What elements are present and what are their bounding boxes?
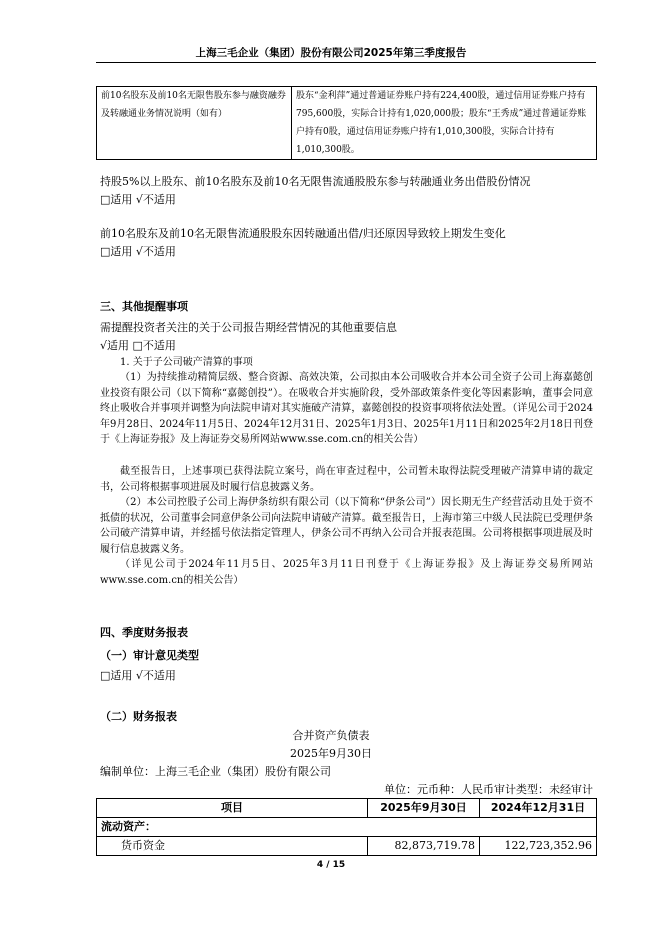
header-divider: [96, 62, 596, 63]
section3-heading: 三、其他提醒事项: [100, 300, 188, 313]
section3-intro: 需提醒投资者关注的关于公司报告期经营情况的其他重要信息: [100, 321, 397, 334]
row-prior-value: 122,723,352.96: [480, 837, 597, 856]
section3-options: √适用 □不适用: [100, 339, 176, 352]
row-current-value: 82,873,719.78: [368, 837, 480, 856]
audit-opinion-options: □适用 √不适用: [100, 669, 176, 682]
page-number: 4 / 15: [316, 860, 346, 870]
change-section-title: 前10名股东及前10名无限售流通股股东因转融通出借/归还原因导致较上期发生变化: [100, 227, 506, 240]
balance-sheet-table: [96, 798, 597, 856]
column-header-current: 2025年9月30日: [368, 799, 480, 818]
table-row: [97, 837, 597, 856]
lending-section-title: 持股5%以上股东、前10名股东及前10名无限售流通股股东参与转融通业务出借股份情况: [100, 175, 531, 188]
table-header-row: [97, 799, 597, 818]
table-row: [97, 87, 597, 160]
column-header-prior: 2024年12月31日: [480, 799, 597, 818]
unit-line: 单位：元币种：人民币审计类型：未经审计: [384, 783, 593, 796]
section4-heading: 四、季度财务报表: [100, 626, 188, 639]
table-cell-label: 前10名股东及前10名无限售股东参与融资融券及转融通业务情况说明（如有）: [97, 87, 292, 160]
table-section-row: [97, 818, 597, 837]
lending-section-options: □适用 √不适用: [100, 193, 176, 206]
change-section-options: □适用 √不适用: [100, 245, 176, 258]
audit-opinion-heading: （一）审计意见类型: [100, 649, 199, 662]
section3-para4: （详见公司于2024年11月5日、2025年3月11日刊登于《上海证券报》及上海证券交易所网站www.sse.com.cn的相关公告）: [100, 559, 593, 586]
current-assets-label: 流动资产：: [97, 818, 597, 837]
report-title: 合并资产负债表: [292, 729, 370, 742]
section3-para1: （1）为持续推动精简层级、整合资源、高效决策，公司拟由本公司吸收合并本公司全资子公司上海嘉懿创业投资有限公司（以下简称“嘉懿创投”）。在吸收合并实施阶段，受外部政策条件变化等因素影响，董事会同意终止吸收合并事项并调整为向法院申请对其实施破产清算，嘉懿创投的投资事项将依法处置。（详见公司于2024年9月28日、2024年11月5日、2024年12月31日、2025年1月3日、2025年1月11日和2025年2月18日刊登于《上海证券报》及上海证券交易所网站www.sse.com.cn的相关公告）: [100, 372, 593, 445]
financial-statements-heading: （二）财务报表: [100, 710, 177, 723]
section3-item1-title: 1. 关于子公司破产清算的事项: [120, 357, 253, 368]
section3-para3: （2）本公司控股子公司上海伊条纺织有限公司（以下简称“伊条公司”）因长期无生产经营活动且处于资不抵债的状况，公司董事会同意伊条公司向法院申请破产清算。截至报告日，上海市第三中级人民法院已受理伊条公司破产清算申请，并经摇号依法指定管理人，伊条公司不再纳入公司合并报表范围。公司将根据事项进展及时履行信息披露义务。: [100, 497, 593, 555]
margin-trading-table: [96, 86, 597, 160]
section3-para2: 截至报告日，上述事项已获得法院立案号，尚在审查过程中，公司暂未取得法院受理破产清算申请的裁定书，公司将根据事项进展及时履行信息披露义务。: [100, 466, 593, 493]
company-line: 编制单位：上海三毛企业（集团）股份有限公司: [100, 765, 331, 778]
row-item: 货币资金: [97, 837, 368, 856]
report-date: 2025年9月30日: [290, 747, 372, 760]
table-cell-value: 股东“金利萍”通过普通证券账户持有224,400股，通过信用证券账户持有795,600股，实际合计持有1,020,000股；股东“王秀成”通过普通证券账户持有0股，通过信用证券账户持有1,010,300股，实际合计持有1,010,300股。: [292, 87, 597, 160]
report-header-title: 上海三毛企业（集团）股份有限公司2025年第三季度报告: [195, 47, 467, 59]
column-header-item: 项目: [97, 799, 368, 818]
